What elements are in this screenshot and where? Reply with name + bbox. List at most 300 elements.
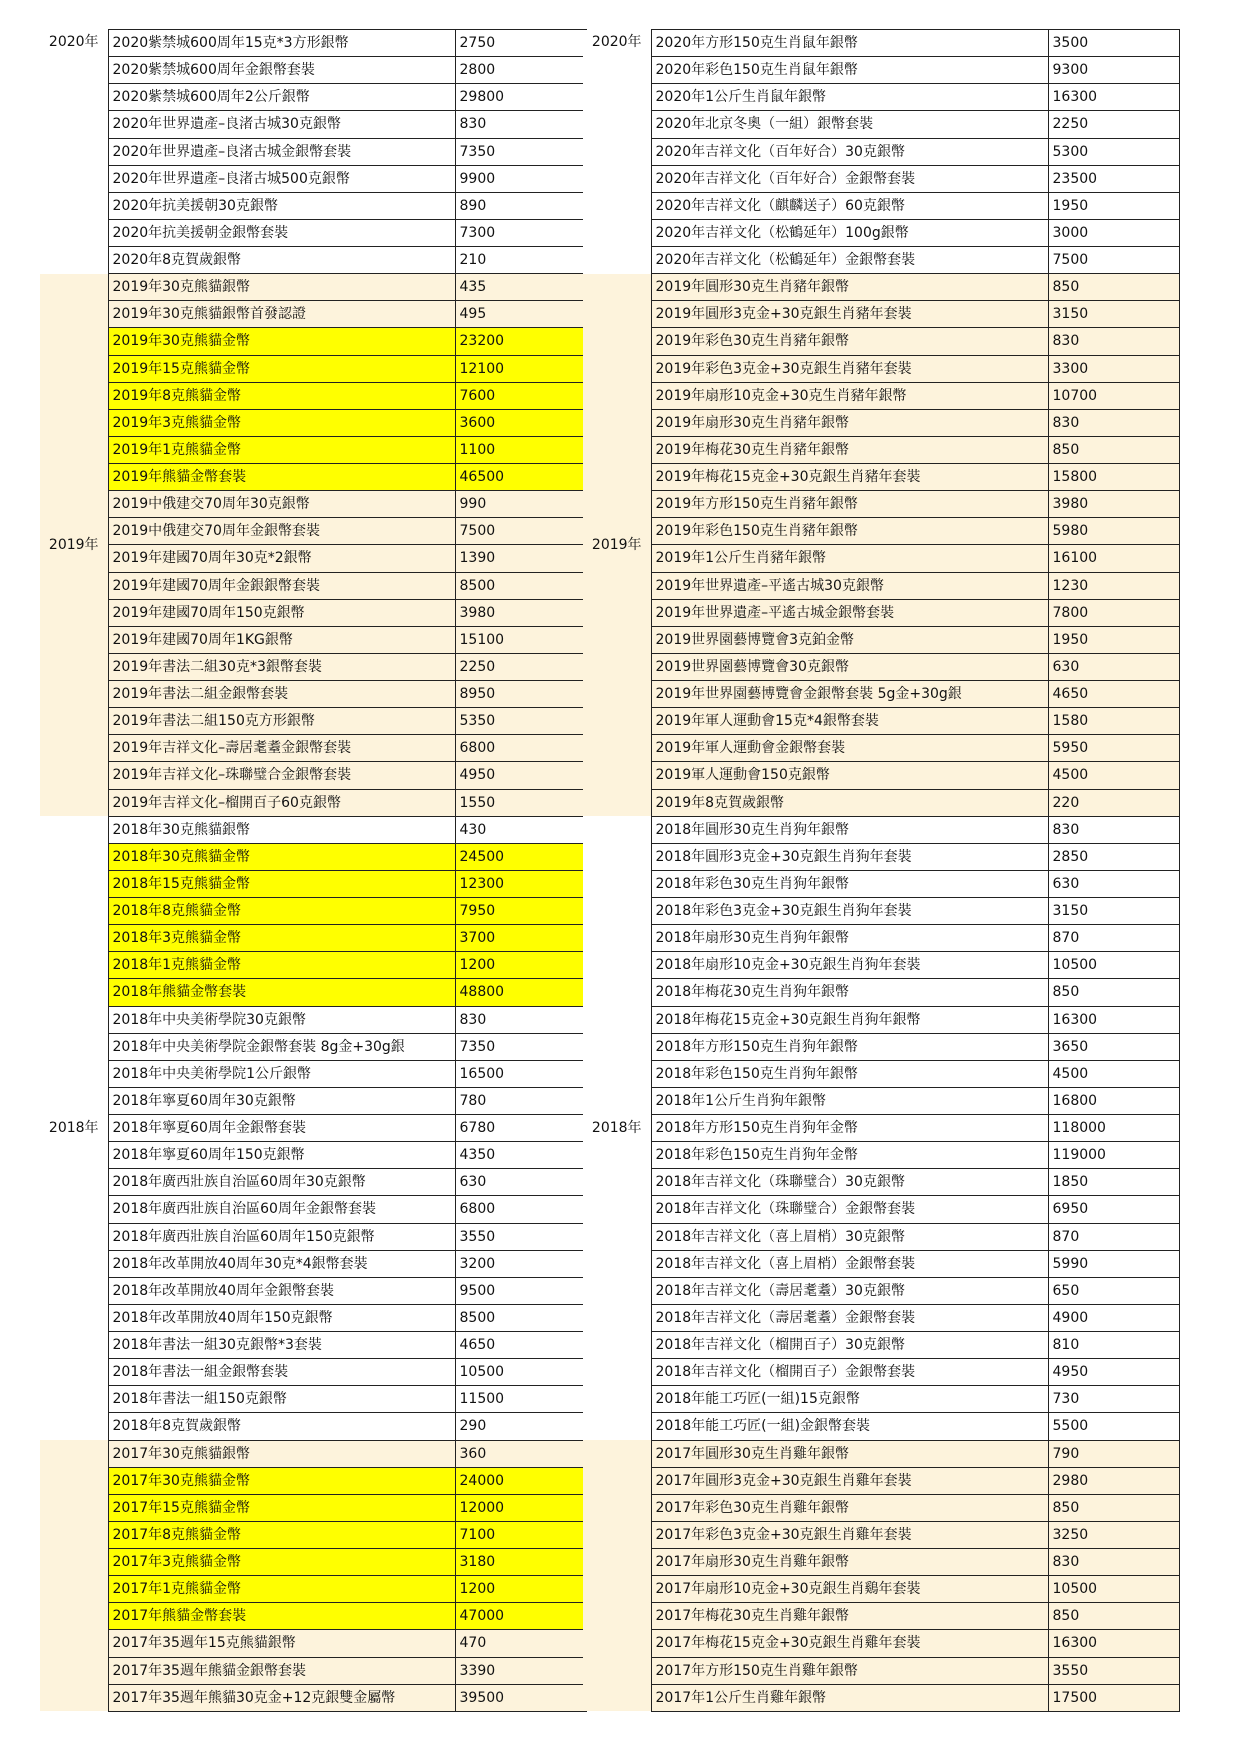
item-price: 15100: [455, 626, 586, 653]
item-price: 630: [455, 1169, 586, 1196]
item-price: 5990: [1048, 1250, 1179, 1277]
table-row: [583, 870, 1179, 897]
item-name: 2017年1克熊貓金幣: [108, 1576, 455, 1603]
item-price: 5500: [1048, 1413, 1179, 1440]
table-row: [583, 111, 1179, 138]
table-row: [40, 1413, 586, 1440]
table-row: [583, 1684, 1179, 1711]
item-name: 2019年世界園藝博覽會金銀幣套裝 5g金+30g銀: [651, 681, 1048, 708]
table-row: [40, 1549, 586, 1576]
item-name: 2020年吉祥文化（百年好合）金銀幣套裝: [651, 165, 1048, 192]
item-name: 2017年彩色30克生肖雞年銀幣: [651, 1494, 1048, 1521]
item-name: 2018年吉祥文化（榴開百子）金銀幣套裝: [651, 1359, 1048, 1386]
item-name: 2019年1克熊貓金幣: [108, 436, 455, 463]
table-row: [40, 1684, 586, 1711]
table-row: [583, 1033, 1179, 1060]
table-row: [40, 1657, 586, 1684]
table-row: [583, 328, 1179, 355]
table-row: [583, 518, 1179, 545]
table-row: [583, 1630, 1179, 1657]
item-price: 1230: [1048, 572, 1179, 599]
table-row: [583, 1332, 1179, 1359]
item-name: 2017年扇形30克生肖雞年銀幣: [651, 1549, 1048, 1576]
item-price: 3200: [455, 1250, 586, 1277]
item-name: 2017年熊貓金幣套裝: [108, 1603, 455, 1630]
item-name: 2019年書法二組150克方形銀幣: [108, 708, 455, 735]
item-name: 2020紫禁城600周年金銀幣套裝: [108, 57, 455, 84]
item-price: 4650: [455, 1332, 586, 1359]
table-row: [40, 1169, 586, 1196]
table-row: [583, 192, 1179, 219]
item-name: 2017年圓形30克生肖雞年銀幣: [651, 1440, 1048, 1467]
item-price: 810: [1048, 1332, 1179, 1359]
table-row: [40, 735, 586, 762]
table-row: [40, 1006, 586, 1033]
table-row: [40, 1250, 586, 1277]
item-price: 850: [1048, 436, 1179, 463]
item-price: 630: [1048, 870, 1179, 897]
year-cell: [40, 816, 108, 1440]
table-row: [583, 1576, 1179, 1603]
table-row: [583, 1603, 1179, 1630]
table-row: [583, 1386, 1179, 1413]
item-price: 3390: [455, 1657, 586, 1684]
year-cell: [40, 1440, 108, 1711]
item-name: 2019年30克熊貓銀幣: [108, 274, 455, 301]
table-row: [583, 491, 1179, 518]
item-name: 2017年圓形3克金+30克銀生肖雞年套裝: [651, 1467, 1048, 1494]
item-price: 650: [1048, 1277, 1179, 1304]
table-row: [583, 219, 1179, 246]
item-price: 10500: [1048, 952, 1179, 979]
item-name: 2019年8克賀歲銀幣: [651, 789, 1048, 816]
item-price: 7950: [455, 898, 586, 925]
item-price: 1580: [1048, 708, 1179, 735]
item-price: 15800: [1048, 464, 1179, 491]
item-name: 2019軍人運動會150克銀幣: [651, 762, 1048, 789]
table-row: [40, 1115, 586, 1142]
table-row: [40, 1087, 586, 1114]
item-price: 1200: [455, 952, 586, 979]
item-name: 2020年吉祥文化（松鶴延年）100g銀幣: [651, 219, 1048, 246]
item-price: 360: [455, 1440, 586, 1467]
item-name: 2017年彩色3克金+30克銀生肖雞年套裝: [651, 1521, 1048, 1548]
table-row: [583, 301, 1179, 328]
item-name: 2019年8克熊貓金幣: [108, 382, 455, 409]
item-price: 16100: [1048, 545, 1179, 572]
item-name: 2020紫禁城600周年2公斤銀幣: [108, 84, 455, 111]
item-name: 2018年中央美術學院金銀幣套裝 8g金+30g銀: [108, 1033, 455, 1060]
item-name: 2017年1公斤生肖雞年銀幣: [651, 1684, 1048, 1711]
table-row: [583, 409, 1179, 436]
item-price: 3600: [455, 409, 586, 436]
item-price: 850: [1048, 274, 1179, 301]
table-row: [583, 165, 1179, 192]
item-price: 16300: [1048, 84, 1179, 111]
item-name: 2017年梅花30克生肖雞年銀幣: [651, 1603, 1048, 1630]
table-row: [40, 138, 586, 165]
table-row: [40, 1304, 586, 1331]
item-name: 2019年30克熊貓銀幣首發認證: [108, 301, 455, 328]
item-price: 630: [1048, 653, 1179, 680]
table-row: [583, 789, 1179, 816]
table-row: [40, 1440, 586, 1467]
item-name: 2017年30克熊貓銀幣: [108, 1440, 455, 1467]
table-row: [40, 1386, 586, 1413]
item-price: 890: [455, 192, 586, 219]
item-name: 2018年扇形30克生肖狗年銀幣: [651, 925, 1048, 952]
year-label: 2019年: [591, 536, 642, 553]
table-row: [583, 464, 1179, 491]
item-price: 730: [1048, 1386, 1179, 1413]
item-price: 4650: [1048, 681, 1179, 708]
item-name: 2018年寧夏60周年金銀幣套裝: [108, 1115, 455, 1142]
item-name: 2018年廣西壯族自治區60周年150克銀幣: [108, 1223, 455, 1250]
item-name: 2020年世界遺產–良渚古城30克銀幣: [108, 111, 455, 138]
item-name: 2018年書法一組30克銀幣*3套裝: [108, 1332, 455, 1359]
item-price: 7350: [455, 138, 586, 165]
item-price: 3000: [1048, 219, 1179, 246]
item-name: 2020年抗美援朝30克銀幣: [108, 192, 455, 219]
table-row: [583, 30, 1179, 57]
item-price: 850: [1048, 979, 1179, 1006]
item-name: 2019世界園藝博覽會3克鉑金幣: [651, 626, 1048, 653]
item-name: 2019年梅花15克金+30克銀生肖豬年套裝: [651, 464, 1048, 491]
item-name: 2019年軍人運動會15克*4銀幣套裝: [651, 708, 1048, 735]
table-row: [40, 165, 586, 192]
item-price: 850: [1048, 1494, 1179, 1521]
table-row: [40, 599, 586, 626]
item-price: 3550: [1048, 1657, 1179, 1684]
table-row: [40, 1223, 586, 1250]
item-name: 2017年35週年熊貓30克金+12克銀雙金屬幣: [108, 1684, 455, 1711]
year-label: 2018年: [591, 1120, 642, 1137]
item-price: 3150: [1048, 898, 1179, 925]
item-name: 2018年能工巧匠(一組)金銀幣套裝: [651, 1413, 1048, 1440]
item-price: 1950: [1048, 192, 1179, 219]
table-row: [40, 708, 586, 735]
item-price: 24500: [455, 843, 586, 870]
item-name: 2019年圓形30克生肖豬年銀幣: [651, 274, 1048, 301]
table-row: [40, 491, 586, 518]
item-name: 2018年1克熊貓金幣: [108, 952, 455, 979]
item-name: 2018年方形150克生肖狗年金幣: [651, 1115, 1048, 1142]
item-name: 2018年吉祥文化（喜上眉梢）30克銀幣: [651, 1223, 1048, 1250]
item-price: 870: [1048, 925, 1179, 952]
table-row: [583, 1494, 1179, 1521]
table-row: [583, 1142, 1179, 1169]
item-price: 4500: [1048, 1060, 1179, 1087]
item-price: 118000: [1048, 1115, 1179, 1142]
item-price: 830: [1048, 328, 1179, 355]
item-name: 2019年扇形10克金+30克生肖豬年銀幣: [651, 382, 1048, 409]
table-row: [583, 898, 1179, 925]
item-name: 2018年8克熊貓金幣: [108, 898, 455, 925]
item-price: 1100: [455, 436, 586, 463]
table-row: [40, 1277, 586, 1304]
table-row: [583, 1549, 1179, 1576]
table-row: [583, 355, 1179, 382]
table-row: [40, 382, 586, 409]
item-name: 2018年1公斤生肖狗年銀幣: [651, 1087, 1048, 1114]
table-row: [40, 626, 586, 653]
item-name: 2017年30克熊貓金幣: [108, 1467, 455, 1494]
item-name: 2018年圓形30克生肖狗年銀幣: [651, 816, 1048, 843]
item-name: 2019年3克熊貓金幣: [108, 409, 455, 436]
item-name: 2019年梅花30克生肖豬年銀幣: [651, 436, 1048, 463]
table-row: [583, 762, 1179, 789]
item-name: 2017年35週年熊貓金銀幣套裝: [108, 1657, 455, 1684]
year-cell: [40, 274, 108, 817]
item-name: 2020年世界遺產–良渚古城500克銀幣: [108, 165, 455, 192]
item-price: 830: [455, 1006, 586, 1033]
item-price: 430: [455, 816, 586, 843]
item-price: 2250: [1048, 111, 1179, 138]
item-price: 24000: [455, 1467, 586, 1494]
table-row: [583, 545, 1179, 572]
table-row: [583, 572, 1179, 599]
item-name: 2020年方形150克生肖鼠年銀幣: [651, 30, 1048, 57]
table-row: [583, 1657, 1179, 1684]
item-price: 12300: [455, 870, 586, 897]
table-row: [40, 247, 586, 274]
item-name: 2018年中央美術學院1公斤銀幣: [108, 1060, 455, 1087]
item-price: 1200: [455, 1576, 586, 1603]
table-row: [40, 57, 586, 84]
item-name: 2017年15克熊貓金幣: [108, 1494, 455, 1521]
item-name: 2018年吉祥文化（榴開百子）30克銀幣: [651, 1332, 1048, 1359]
item-price: 6780: [455, 1115, 586, 1142]
table-row: [40, 1359, 586, 1386]
item-price: 210: [455, 247, 586, 274]
item-name: 2018年15克熊貓金幣: [108, 870, 455, 897]
item-name: 2018年吉祥文化（珠聯璧合）30克銀幣: [651, 1169, 1048, 1196]
item-price: 16800: [1048, 1087, 1179, 1114]
item-name: 2018年廣西壯族自治區60周年金銀幣套裝: [108, 1196, 455, 1223]
price-table-left: [40, 29, 587, 1712]
item-name: 2019年書法二組30克*3銀幣套裝: [108, 653, 455, 680]
item-price: 3180: [455, 1549, 586, 1576]
table-row: [40, 789, 586, 816]
item-name: 2018年彩色30克生肖狗年銀幣: [651, 870, 1048, 897]
item-name: 2018年彩色150克生肖狗年銀幣: [651, 1060, 1048, 1087]
table-row: [40, 355, 586, 382]
item-name: 2018年吉祥文化（珠聯璧合）金銀幣套裝: [651, 1196, 1048, 1223]
table-row: [40, 436, 586, 463]
table-row: [40, 898, 586, 925]
table-row: [583, 1413, 1179, 1440]
year-cell: [583, 1440, 651, 1711]
item-price: 5950: [1048, 735, 1179, 762]
item-name: 2017年8克熊貓金幣: [108, 1521, 455, 1548]
item-price: 3550: [455, 1223, 586, 1250]
item-price: 790: [1048, 1440, 1179, 1467]
item-price: 435: [455, 274, 586, 301]
item-price: 2750: [455, 30, 586, 57]
year-label: 2019年: [48, 536, 99, 553]
item-price: 9300: [1048, 57, 1179, 84]
item-name: 2020年抗美援朝金銀幣套裝: [108, 219, 455, 246]
table-row: [40, 1494, 586, 1521]
table-row: [40, 1060, 586, 1087]
table-row: [583, 274, 1179, 301]
item-price: 2850: [1048, 843, 1179, 870]
item-name: 2018年改革開放40周年30克*4銀幣套裝: [108, 1250, 455, 1277]
item-price: 7350: [455, 1033, 586, 1060]
item-name: 2020紫禁城600周年15克*3方形銀幣: [108, 30, 455, 57]
item-price: 870: [1048, 1223, 1179, 1250]
table-row: [40, 870, 586, 897]
item-price: 5300: [1048, 138, 1179, 165]
item-name: 2017年方形150克生肖雞年銀幣: [651, 1657, 1048, 1684]
item-price: 23500: [1048, 165, 1179, 192]
item-name: 2019年建國70周年1KG銀幣: [108, 626, 455, 653]
item-price: 11500: [455, 1386, 586, 1413]
table-row: [40, 274, 586, 301]
table-row: [583, 1087, 1179, 1114]
table-row: [583, 1304, 1179, 1331]
item-price: 10500: [455, 1359, 586, 1386]
table-row: [583, 708, 1179, 735]
item-name: 2019年吉祥文化–榴開百子60克銀幣: [108, 789, 455, 816]
table-row: [583, 599, 1179, 626]
table-row: [583, 626, 1179, 653]
table-row: [583, 1359, 1179, 1386]
table-row: [40, 219, 586, 246]
table-row: [583, 735, 1179, 762]
item-price: 290: [455, 1413, 586, 1440]
item-price: 23200: [455, 328, 586, 355]
item-name: 2018年中央美術學院30克銀幣: [108, 1006, 455, 1033]
table-row: [40, 1521, 586, 1548]
table-row: [40, 192, 586, 219]
item-price: 3980: [455, 599, 586, 626]
item-price: 830: [1048, 1549, 1179, 1576]
item-price: 29800: [455, 84, 586, 111]
item-name: 2018年方形150克生肖狗年銀幣: [651, 1033, 1048, 1060]
item-price: 7300: [455, 219, 586, 246]
table-row: [583, 138, 1179, 165]
table-row: [583, 843, 1179, 870]
item-name: 2019年建國70周年金銀銀幣套裝: [108, 572, 455, 599]
item-name: 2020年8克賀歲銀幣: [108, 247, 455, 274]
table-row: [40, 328, 586, 355]
table-row: [583, 1521, 1179, 1548]
item-price: 6800: [455, 735, 586, 762]
item-price: 7500: [455, 518, 586, 545]
item-price: 6950: [1048, 1196, 1179, 1223]
item-price: 830: [455, 111, 586, 138]
item-name: 2019中俄建交70周年30克銀幣: [108, 491, 455, 518]
item-name: 2019中俄建交70周年金銀幣套裝: [108, 518, 455, 545]
item-price: 39500: [455, 1684, 586, 1711]
item-price: 2800: [455, 57, 586, 84]
year-cell: [583, 816, 651, 1440]
item-price: 3500: [1048, 30, 1179, 57]
item-name: 2019年世界遺產–平遙古城30克銀幣: [651, 572, 1048, 599]
item-name: 2018年改革開放40周年150克銀幣: [108, 1304, 455, 1331]
table-row: [583, 436, 1179, 463]
item-name: 2019年建國70周年30克*2銀幣: [108, 545, 455, 572]
item-price: 830: [1048, 816, 1179, 843]
table-row: [40, 816, 586, 843]
item-price: 12100: [455, 355, 586, 382]
item-name: 2018年吉祥文化（壽居耄耋）金銀幣套裝: [651, 1304, 1048, 1331]
table-row: [583, 925, 1179, 952]
table-row: [583, 1277, 1179, 1304]
table-row: [40, 762, 586, 789]
item-name: 2019年熊貓金幣套裝: [108, 464, 455, 491]
item-price: 5350: [455, 708, 586, 735]
table-row: [583, 681, 1179, 708]
item-name: 2020年吉祥文化（百年好合）30克銀幣: [651, 138, 1048, 165]
item-name: 2018年30克熊貓金幣: [108, 843, 455, 870]
table-row: [583, 1115, 1179, 1142]
item-price: 17500: [1048, 1684, 1179, 1711]
item-price: 10700: [1048, 382, 1179, 409]
item-name: 2018年扇形10克金+30克銀生肖狗年套裝: [651, 952, 1048, 979]
item-name: 2017年35週年15克熊貓銀幣: [108, 1630, 455, 1657]
item-name: 2020年吉祥文化（松鶴延年）金銀幣套裝: [651, 247, 1048, 274]
item-name: 2017年梅花15克金+30克銀生肖雞年套裝: [651, 1630, 1048, 1657]
item-price: 1850: [1048, 1169, 1179, 1196]
item-name: 2018年彩色3克金+30克銀生肖狗年套裝: [651, 898, 1048, 925]
item-name: 2018年書法一組金銀幣套裝: [108, 1359, 455, 1386]
item-price: 8950: [455, 681, 586, 708]
item-price: 2980: [1048, 1467, 1179, 1494]
item-price: 10500: [1048, 1576, 1179, 1603]
item-price: 2250: [455, 653, 586, 680]
item-name: 2019年方形150克生肖豬年銀幣: [651, 491, 1048, 518]
table-row: [40, 979, 586, 1006]
table-row: [40, 1332, 586, 1359]
table-row: [40, 1630, 586, 1657]
item-price: 4500: [1048, 762, 1179, 789]
table-row: [40, 1142, 586, 1169]
item-price: 9900: [455, 165, 586, 192]
table-row: [583, 84, 1179, 111]
item-price: 4950: [1048, 1359, 1179, 1386]
item-name: 2019世界園藝博覽會30克銀幣: [651, 653, 1048, 680]
item-price: 48800: [455, 979, 586, 1006]
table-row: [583, 1250, 1179, 1277]
item-name: 2018年彩色150克生肖狗年金幣: [651, 1142, 1048, 1169]
item-price: 46500: [455, 464, 586, 491]
item-name: 2020年北京冬奧（一組）銀幣套裝: [651, 111, 1048, 138]
table-row: [40, 1467, 586, 1494]
item-name: 2019年彩色30克生肖豬年銀幣: [651, 328, 1048, 355]
year-label: 2018年: [48, 1120, 99, 1137]
table-row: [40, 1576, 586, 1603]
item-price: 16300: [1048, 1006, 1179, 1033]
item-name: 2017年扇形10克金+30克銀生肖鷄年套裝: [651, 1576, 1048, 1603]
table-row: [40, 653, 586, 680]
table-row: [40, 952, 586, 979]
item-price: 220: [1048, 789, 1179, 816]
item-name: 2018年3克熊貓金幣: [108, 925, 455, 952]
item-price: 3650: [1048, 1033, 1179, 1060]
price-table-right: [583, 29, 1180, 1712]
table-row: [40, 1033, 586, 1060]
year-cell: [583, 274, 651, 817]
item-name: 2018年能工巧匠(一組)15克銀幣: [651, 1386, 1048, 1413]
item-name: 2019年世界遺產–平遙古城金銀幣套裝: [651, 599, 1048, 626]
table-row: [583, 247, 1179, 274]
table-row: [40, 545, 586, 572]
item-name: 2018年30克熊貓銀幣: [108, 816, 455, 843]
item-name: 2018年吉祥文化（喜上眉梢）金銀幣套裝: [651, 1250, 1048, 1277]
item-price: 4350: [455, 1142, 586, 1169]
